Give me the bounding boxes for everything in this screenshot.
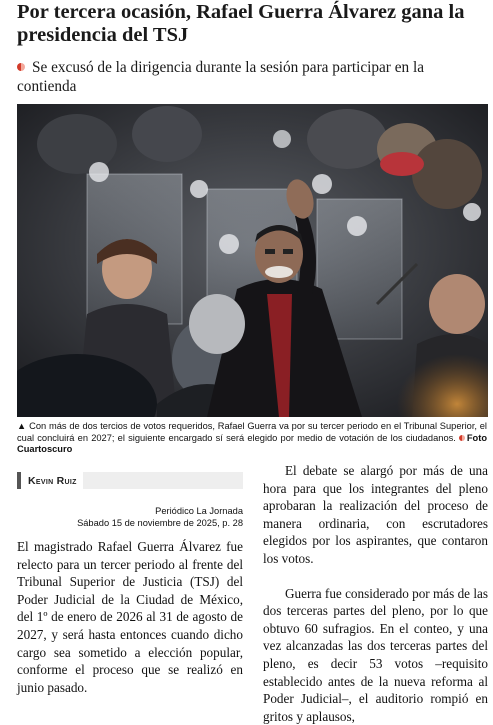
author-name[interactable]: Kevin Ruiz (28, 474, 77, 487)
author-bar-fill (83, 472, 243, 489)
headline: Por tercera ocasión, Rafael Guerra Álvarez gana la presidencia del TSJ (17, 1, 465, 46)
publication-date: Sábado 15 de noviembre de 2025, p. 28 (77, 518, 243, 528)
body-paragraph: El debate se alargó por más de una hora para que los integrantes del pleno aprobaran la realización del proceso de manera ordinaria, con escrutadores elegidos por los aspirantes, que contaron los votos. (263, 463, 488, 566)
subheadline-text: Se excusó de la dirigencia durante la sesión para participar en la contienda (17, 59, 425, 95)
article-photo (17, 104, 488, 417)
publication-meta (17, 505, 243, 529)
subheadline (17, 58, 487, 96)
body-paragraph: El magistrado Rafael Guerra Álvarez fue relecto para un tercer periodo al frente del Tribunal Superior de Justicia (TSJ) del Poder Judicial de la Ciudad de México, del 1º de enero de 2026 al 31 de agosto de 2027, y será hasta entonces cuando dicho cargo sea sometido a elección popular, conforme el proceso que se realizó en junio pasado. (17, 539, 243, 695)
body-paragraph: Guerra fue considerado por más de las dos terceras partes del pleno, por lo que obtuvo 60 sufragios. En el conteo, y una vez alcanzadas las dos terceras partes del pleno, es decir 53 votos –requisito establecido antes de la nueva reforma al Poder Judicial–, el auditorio rompió en gritos y aplausos, (263, 585, 488, 724)
author-bar-marker (17, 472, 21, 489)
caption-text: ▲ Con más de dos tercios de votos requeridos, Rafael Guerra va por su tercer periodo en el Tribunal Superior, el cual concluirá en 2027; el siguiente encargado sí será elegido por medio de votación de los ciudadanos. (17, 421, 487, 443)
photo-caption (17, 421, 487, 456)
publication-source: Periódico La Jornada (155, 506, 243, 516)
photo-credit: Foto Cuartoscuro (17, 432, 487, 454)
bullet-icon (459, 435, 465, 441)
author-bar (17, 472, 243, 489)
column-right (263, 462, 488, 725)
bullet-icon (17, 63, 25, 71)
column-left (17, 472, 243, 696)
